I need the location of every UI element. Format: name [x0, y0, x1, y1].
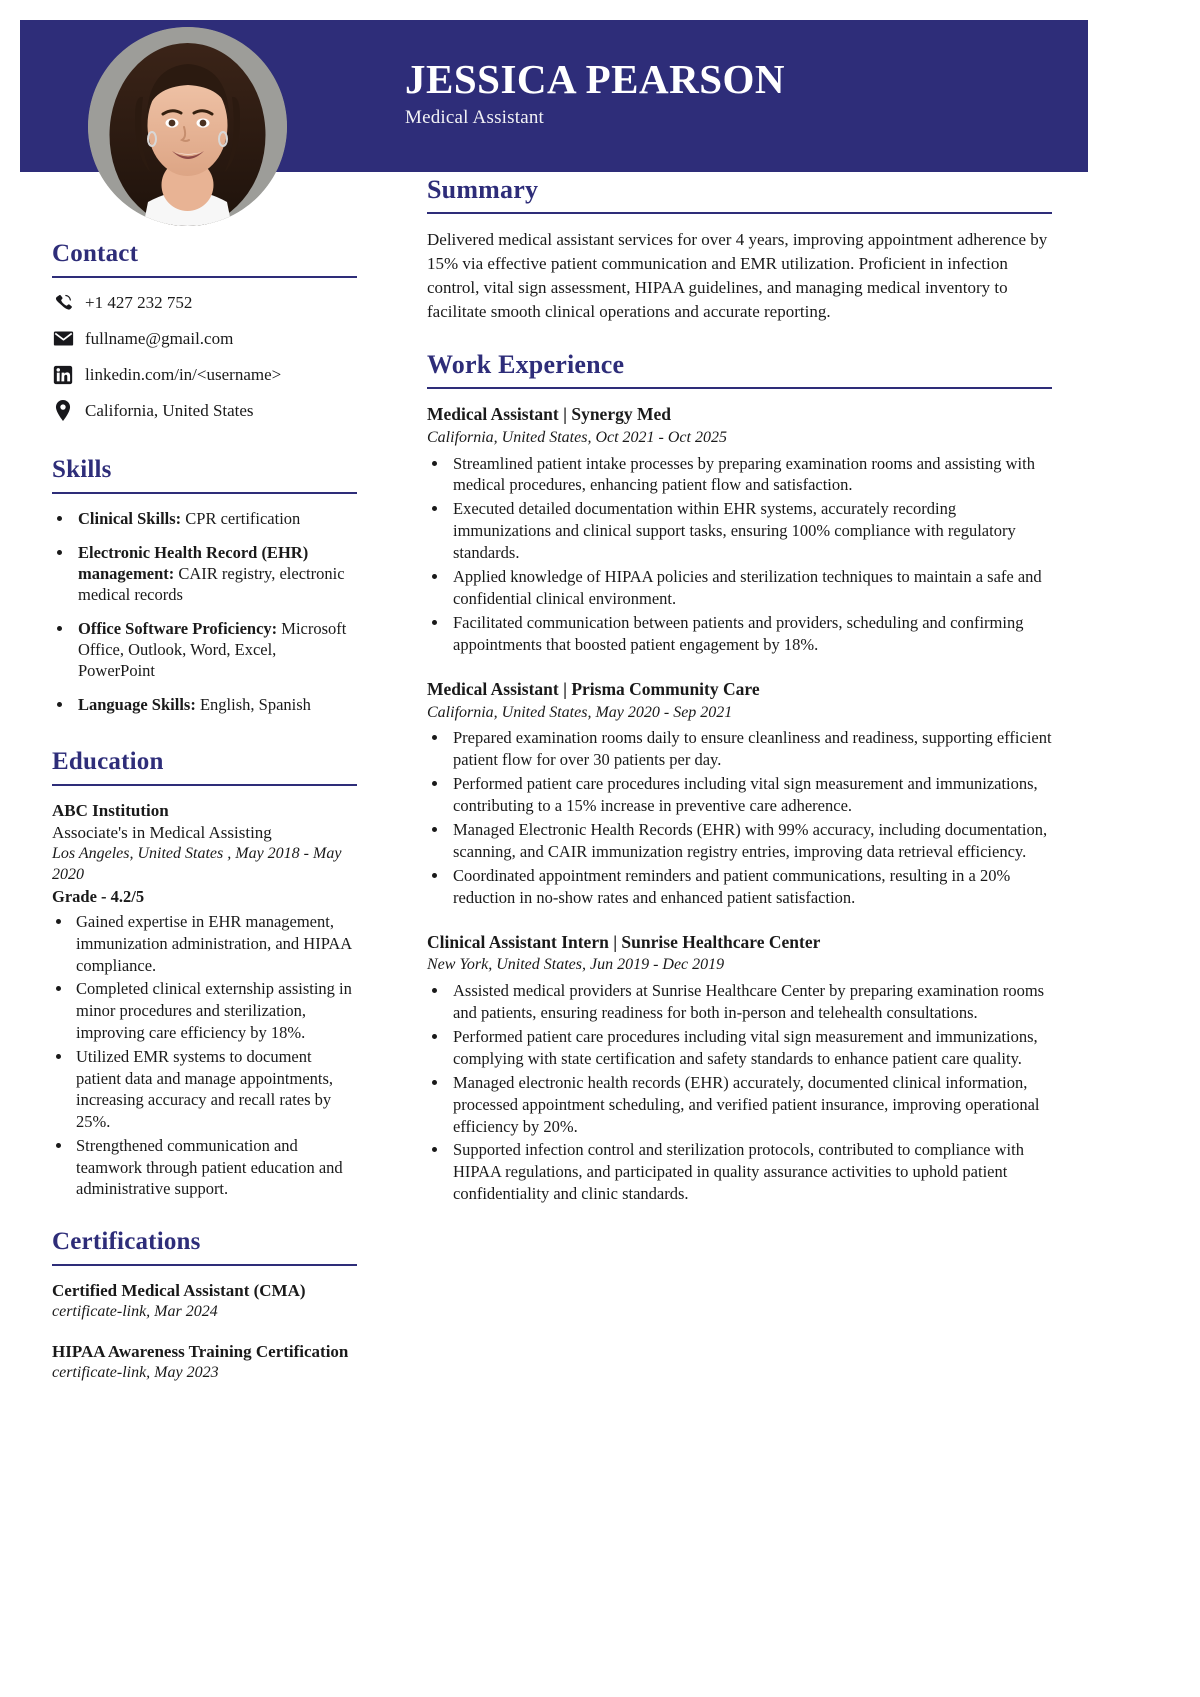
profile-photo-illustration	[88, 27, 287, 226]
job-entry	[427, 678, 1052, 909]
certification-name: Certified Medical Assistant (CMA)	[52, 1280, 306, 1300]
page-title: JESSICA PEARSON	[405, 56, 786, 102]
job-bullets	[427, 980, 1052, 1205]
contact-item-phone[interactable]	[52, 292, 357, 314]
skill-value: Microsoft Office, Outlook, Word, Excel, PowerPoint	[78, 618, 347, 681]
contact-item-email[interactable]	[52, 328, 357, 350]
skills-list	[52, 508, 357, 716]
list-item: • Managed Electronic Health Records (EHR) with 99% accuracy, including documentation, scanning, and CAIR immunization registry entries, improving data retrieval efficiency.	[449, 819, 1052, 863]
skill-label: Electronic Health Record (EHR) management:	[78, 542, 309, 583]
education-heading: Education	[52, 748, 164, 776]
work-experience-heading: Work Experience	[427, 350, 625, 380]
job-entry	[427, 403, 1052, 656]
sidebar	[52, 240, 357, 1402]
education-meta: Los Angeles, United States , May 2018 - May 2020	[52, 845, 342, 884]
certifications-section	[52, 1228, 357, 1384]
list-item: • Managed electronic health records (EHR) accurately, documented clinical information, processed appointment scheduling, and verified patient insurance, improving operational efficiency by 20%.	[449, 1072, 1052, 1138]
list-item: • Facilitated communication between patients and providers, scheduling and confirming appointments that boosted patient engagement by 18%.	[449, 612, 1052, 656]
certification-meta[interactable]: certificate-link, May 2023	[52, 1363, 219, 1381]
list-item: • Coordinated appointment reminders and patient communications, resulting in a 20% reduction in no-show rates and enhanced patient satisfaction.	[449, 865, 1052, 909]
skill-value: CPR certification	[185, 508, 301, 528]
list-item: • Strengthened communication and teamwork through patient education and administrative support.	[73, 1135, 357, 1200]
skills-divider	[52, 492, 357, 494]
job-bullets	[427, 453, 1052, 656]
header-text-group	[405, 58, 1065, 129]
location-pin-icon	[52, 400, 74, 422]
spacer	[427, 324, 1052, 350]
list-item: • Supported infection control and sterilization protocols, contributed to compliance with HIPAA regulations, and participated in quality assurance activities to uphold patient confidentiality and clinic standards.	[449, 1139, 1052, 1205]
skill-value: English, Spanish	[199, 695, 311, 715]
contact-item-location[interactable]	[52, 400, 357, 422]
skill-label: Language Skills:	[78, 695, 196, 715]
job-entry	[427, 931, 1052, 1206]
list-item	[74, 694, 357, 715]
spacer	[52, 728, 357, 748]
education-degree: Associate's in Medical Assisting	[52, 823, 272, 843]
linkedin-icon	[52, 364, 74, 386]
work-experience-section	[427, 350, 1052, 1205]
certification-name: HIPAA Awareness Training Certification	[52, 1341, 349, 1361]
list-item: • Performed patient care procedures including vital sign measurement and immunizations, contributing to a 15% increase in preventive care adherence.	[449, 773, 1052, 817]
job-title-company: Clinical Assistant Intern | Sunrise Healthcare Center	[427, 931, 821, 952]
skill-label: Clinical Skills:	[78, 508, 182, 528]
summary-heading: Summary	[427, 175, 539, 204]
summary-divider	[427, 212, 1052, 214]
job-bullets	[427, 727, 1052, 909]
work-experience-divider	[427, 387, 1052, 389]
list-item: • Gained expertise in EHR management, immunization administration, and HIPAA compliance.	[73, 911, 357, 976]
contact-linkedin-value: linkedin.com/in/<username>	[85, 364, 282, 384]
email-icon	[52, 328, 74, 350]
job-location-dates: California, United States, May 2020 - Sep 2021	[427, 703, 733, 721]
certification-entry	[52, 1341, 357, 1384]
education-bullets	[52, 911, 357, 1200]
certification-meta[interactable]: certificate-link, Mar 2024	[52, 1302, 218, 1320]
list-item: • Completed clinical externship assisting in minor procedures and sterilization, improving care efficiency by 18%.	[73, 978, 357, 1043]
spacer	[52, 1202, 357, 1228]
contact-location-value: California, United States	[85, 400, 254, 420]
education-section	[52, 748, 357, 1200]
job-location-dates: New York, United States, Jun 2019 - Dec 2019	[427, 956, 725, 974]
contact-list	[52, 292, 357, 422]
contact-divider	[52, 276, 357, 278]
list-item: • Performed patient care procedures including vital sign measurement and immunizations, complying with state certification and safety standards to enhance patient care quality.	[449, 1026, 1052, 1070]
job-title-subtitle: Medical Assistant	[405, 107, 545, 129]
list-item: • Utilized EMR systems to document patient data and manage appointments, increasing accuracy and recall rates by 25%.	[73, 1046, 357, 1133]
list-item: • Assisted medical providers at Sunrise Healthcare Center by preparing examination rooms and patients, ensuring readiness for both in-person and telehealth consultations.	[449, 980, 1052, 1024]
list-item	[74, 542, 357, 605]
skill-value: CAIR registry, electronic medical records	[78, 563, 345, 604]
avatar	[88, 27, 287, 226]
education-grade: Grade - 4.2/5	[52, 886, 145, 906]
list-item: • Applied knowledge of HIPAA policies and sterilization techniques to maintain a safe and confidential clinical environment.	[449, 566, 1052, 610]
list-item	[74, 618, 357, 681]
list-item: • Executed detailed documentation within EHR systems, accurately recording immunizations and clinical support tasks, ensuring 100% compliance with regulatory standards.	[449, 498, 1052, 564]
list-item	[74, 508, 357, 529]
summary-text: Delivered medical assistant services for over 4 years, improving appointment adherence by 15% via effective patient communication and EMR utilization. Proficient in infection control, vital sign assessment, HIPAA guidelines, and managing medical inventory to facilitate smooth clinical operations and accurate reporting.	[427, 229, 1048, 322]
main-content	[427, 175, 1052, 1227]
spacer	[52, 436, 357, 456]
contact-section	[52, 240, 357, 422]
skills-heading: Skills	[52, 455, 112, 483]
job-location-dates: California, United States, Oct 2021 - Oct 2025	[427, 428, 727, 446]
skill-label: Office Software Proficiency:	[78, 618, 278, 638]
contact-phone-value: +1 427 232 752	[85, 292, 193, 312]
contact-email-value: fullname@gmail.com	[85, 328, 234, 348]
list-item: • Streamlined patient intake processes by preparing examination rooms and assisting with medical procedures, enhancing patient flow and satisfaction.	[449, 453, 1052, 497]
certification-entry	[52, 1280, 357, 1323]
contact-item-linkedin[interactable]	[52, 364, 357, 386]
certifications-divider	[52, 1264, 357, 1266]
phone-icon	[52, 292, 74, 314]
summary-section	[427, 175, 1052, 324]
contact-heading: Contact	[52, 240, 139, 267]
job-title-company: Medical Assistant | Synergy Med	[427, 404, 671, 425]
certifications-heading: Certifications	[52, 1228, 201, 1256]
education-divider	[52, 784, 357, 786]
list-item: • Prepared examination rooms daily to ensure cleanliness and readiness, supporting efficient patient flow for over 30 patients per day.	[449, 727, 1052, 771]
job-title-company: Medical Assistant | Prisma Community Care	[427, 678, 760, 699]
education-school: ABC Institution	[52, 801, 169, 821]
skills-section	[52, 456, 357, 716]
